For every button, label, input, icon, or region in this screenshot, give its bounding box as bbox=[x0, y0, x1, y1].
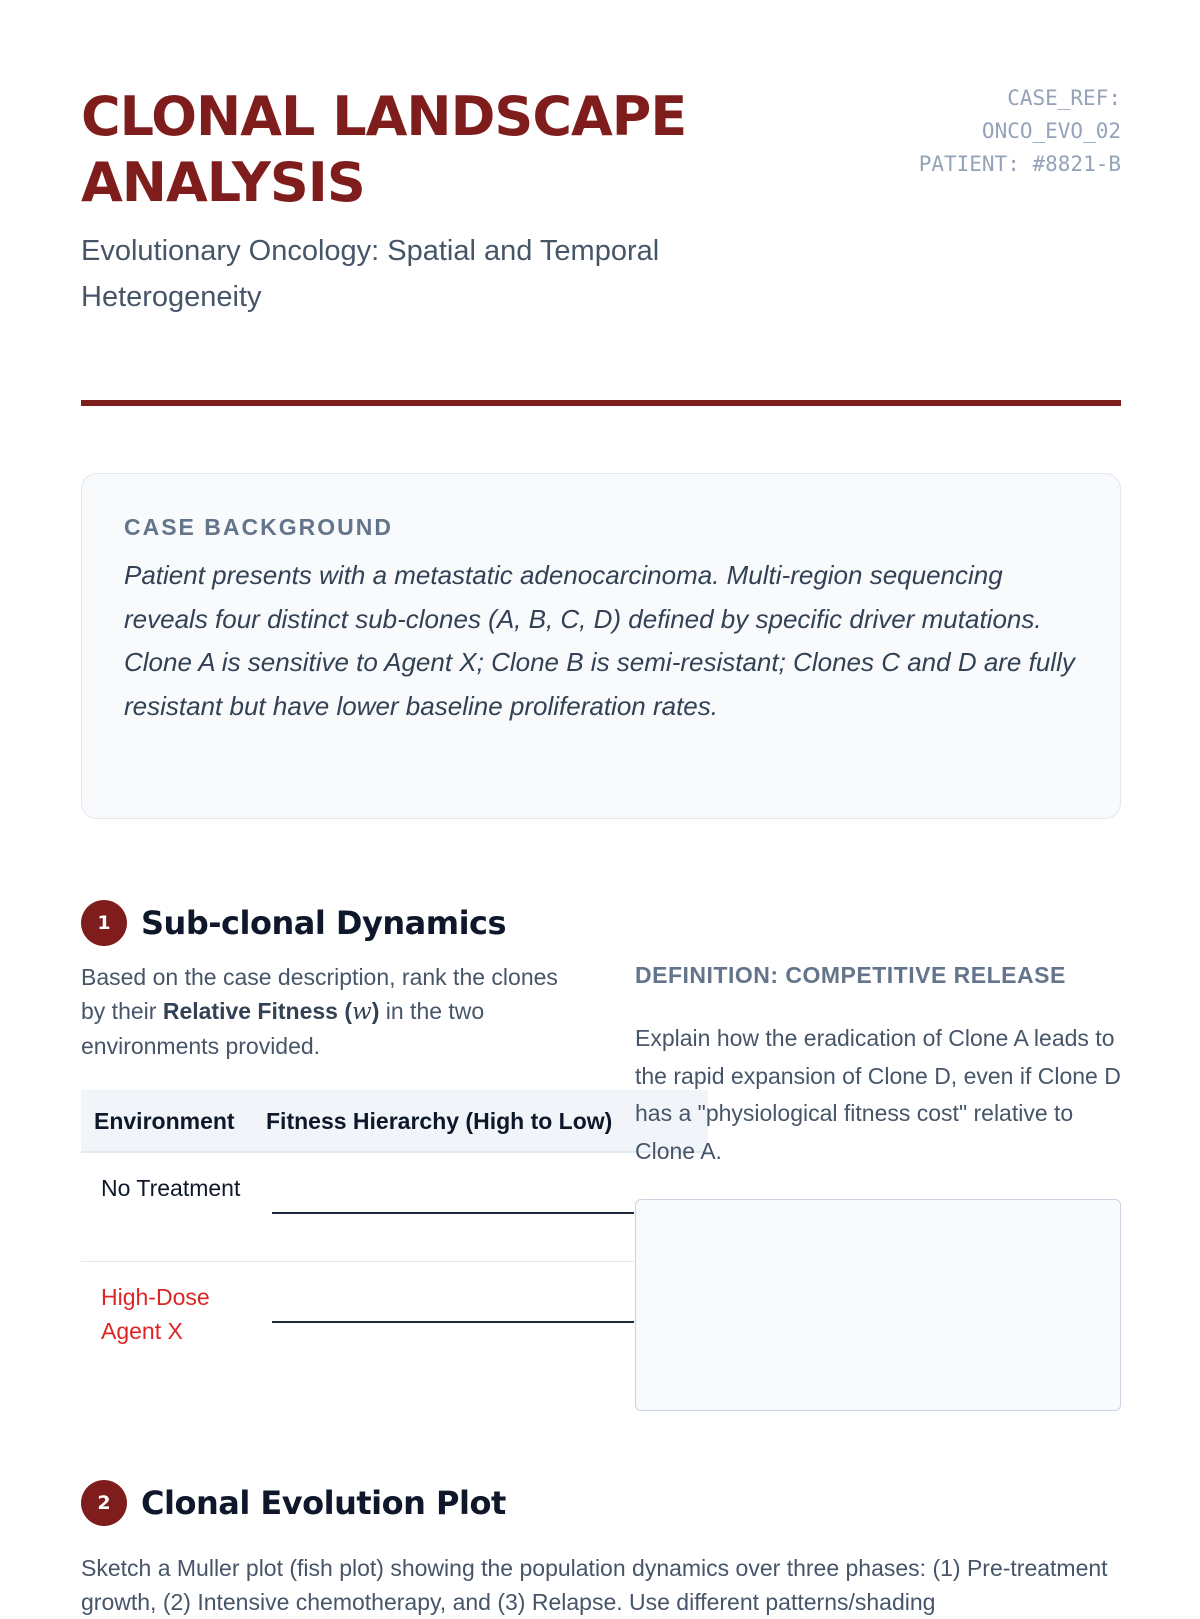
intro-text-start: Based on the case description, rank the clones by their bbox=[81, 964, 558, 1024]
column-header-environment: Environment bbox=[94, 1108, 235, 1134]
intro-emphasis bbox=[163, 998, 380, 1024]
definition-label: DEFINITION: COMPETITIVE RELEASE bbox=[635, 962, 1066, 988]
patient-id: PATIENT: #8821-B bbox=[918, 152, 1121, 176]
case-ref-label: CASE_REF: bbox=[1007, 86, 1121, 110]
case-background-text: Patient presents with a metastatic adenocarcinoma. Multi-region sequencing reveals four distinct sub-clones (A, B, C, D) defined by specific driver mutations. Clone A is sensitive to Agent X; Clone B is semi-resistant; Clones C and D are fully resistant but have lower baseline proliferation rates. bbox=[124, 560, 1075, 721]
case-background-panel bbox=[81, 473, 1121, 819]
table-row bbox=[81, 1153, 634, 1262]
table-row bbox=[81, 1262, 634, 1370]
intro-text-end: in the two environments provided. bbox=[81, 998, 485, 1059]
title-line-1: CLONAL LANDSCAPE bbox=[81, 85, 687, 148]
page-title bbox=[81, 84, 841, 216]
column-header-fitness: Fitness Hierarchy (High to Low) bbox=[266, 1108, 613, 1134]
definition-prompt: Explain how the eradication of Clone A leads to the rapid expansion of Clone D, even if Clone D has a "physiological fitness cost" relative to Clone A. bbox=[635, 1025, 1121, 1164]
section-2-header bbox=[81, 1479, 506, 1527]
page-subtitle: Evolutionary Oncology: Spatial and Temporal Heterogeneity bbox=[81, 235, 660, 313]
section-1-title: Sub-clonal Dynamics bbox=[141, 904, 507, 942]
section-1-header bbox=[81, 899, 506, 947]
fitness-table-header bbox=[81, 1090, 708, 1153]
fitness-answer-line[interactable] bbox=[272, 1212, 634, 1214]
definition-answer-box[interactable] bbox=[635, 1199, 1121, 1411]
section-2-number-badge: 2 bbox=[81, 1480, 127, 1526]
intro-bold-end: ) bbox=[371, 998, 380, 1024]
header-divider bbox=[81, 400, 1121, 406]
worksheet-page bbox=[81, 0, 1121, 1615]
section-2-title: Clonal Evolution Plot bbox=[141, 1484, 506, 1522]
fitness-symbol: w bbox=[352, 999, 372, 1025]
environment-label: No Treatment bbox=[101, 1175, 241, 1201]
section-2-instructions: Sketch a Muller plot (fish plot) showing the population dynamics over three phases: (1) Pre-treatment growth, (2) Intensive chemotherapy, and (3) Relapse. Use different patterns/shading bbox=[81, 1555, 1108, 1615]
section-1-number-badge: 1 bbox=[81, 900, 127, 946]
title-line-2: ANALYSIS bbox=[81, 151, 365, 214]
environment-label: High-Dose Agent X bbox=[101, 1284, 210, 1344]
case-background-label: CASE BACKGROUND bbox=[124, 514, 393, 540]
section-1-instructions bbox=[81, 960, 561, 1063]
intro-bold-text: Relative Fitness ( bbox=[162, 998, 353, 1024]
case-reference bbox=[841, 82, 1121, 181]
case-ref-value: ONCO_EVO_02 bbox=[981, 119, 1121, 143]
fitness-answer-line[interactable] bbox=[272, 1321, 634, 1323]
